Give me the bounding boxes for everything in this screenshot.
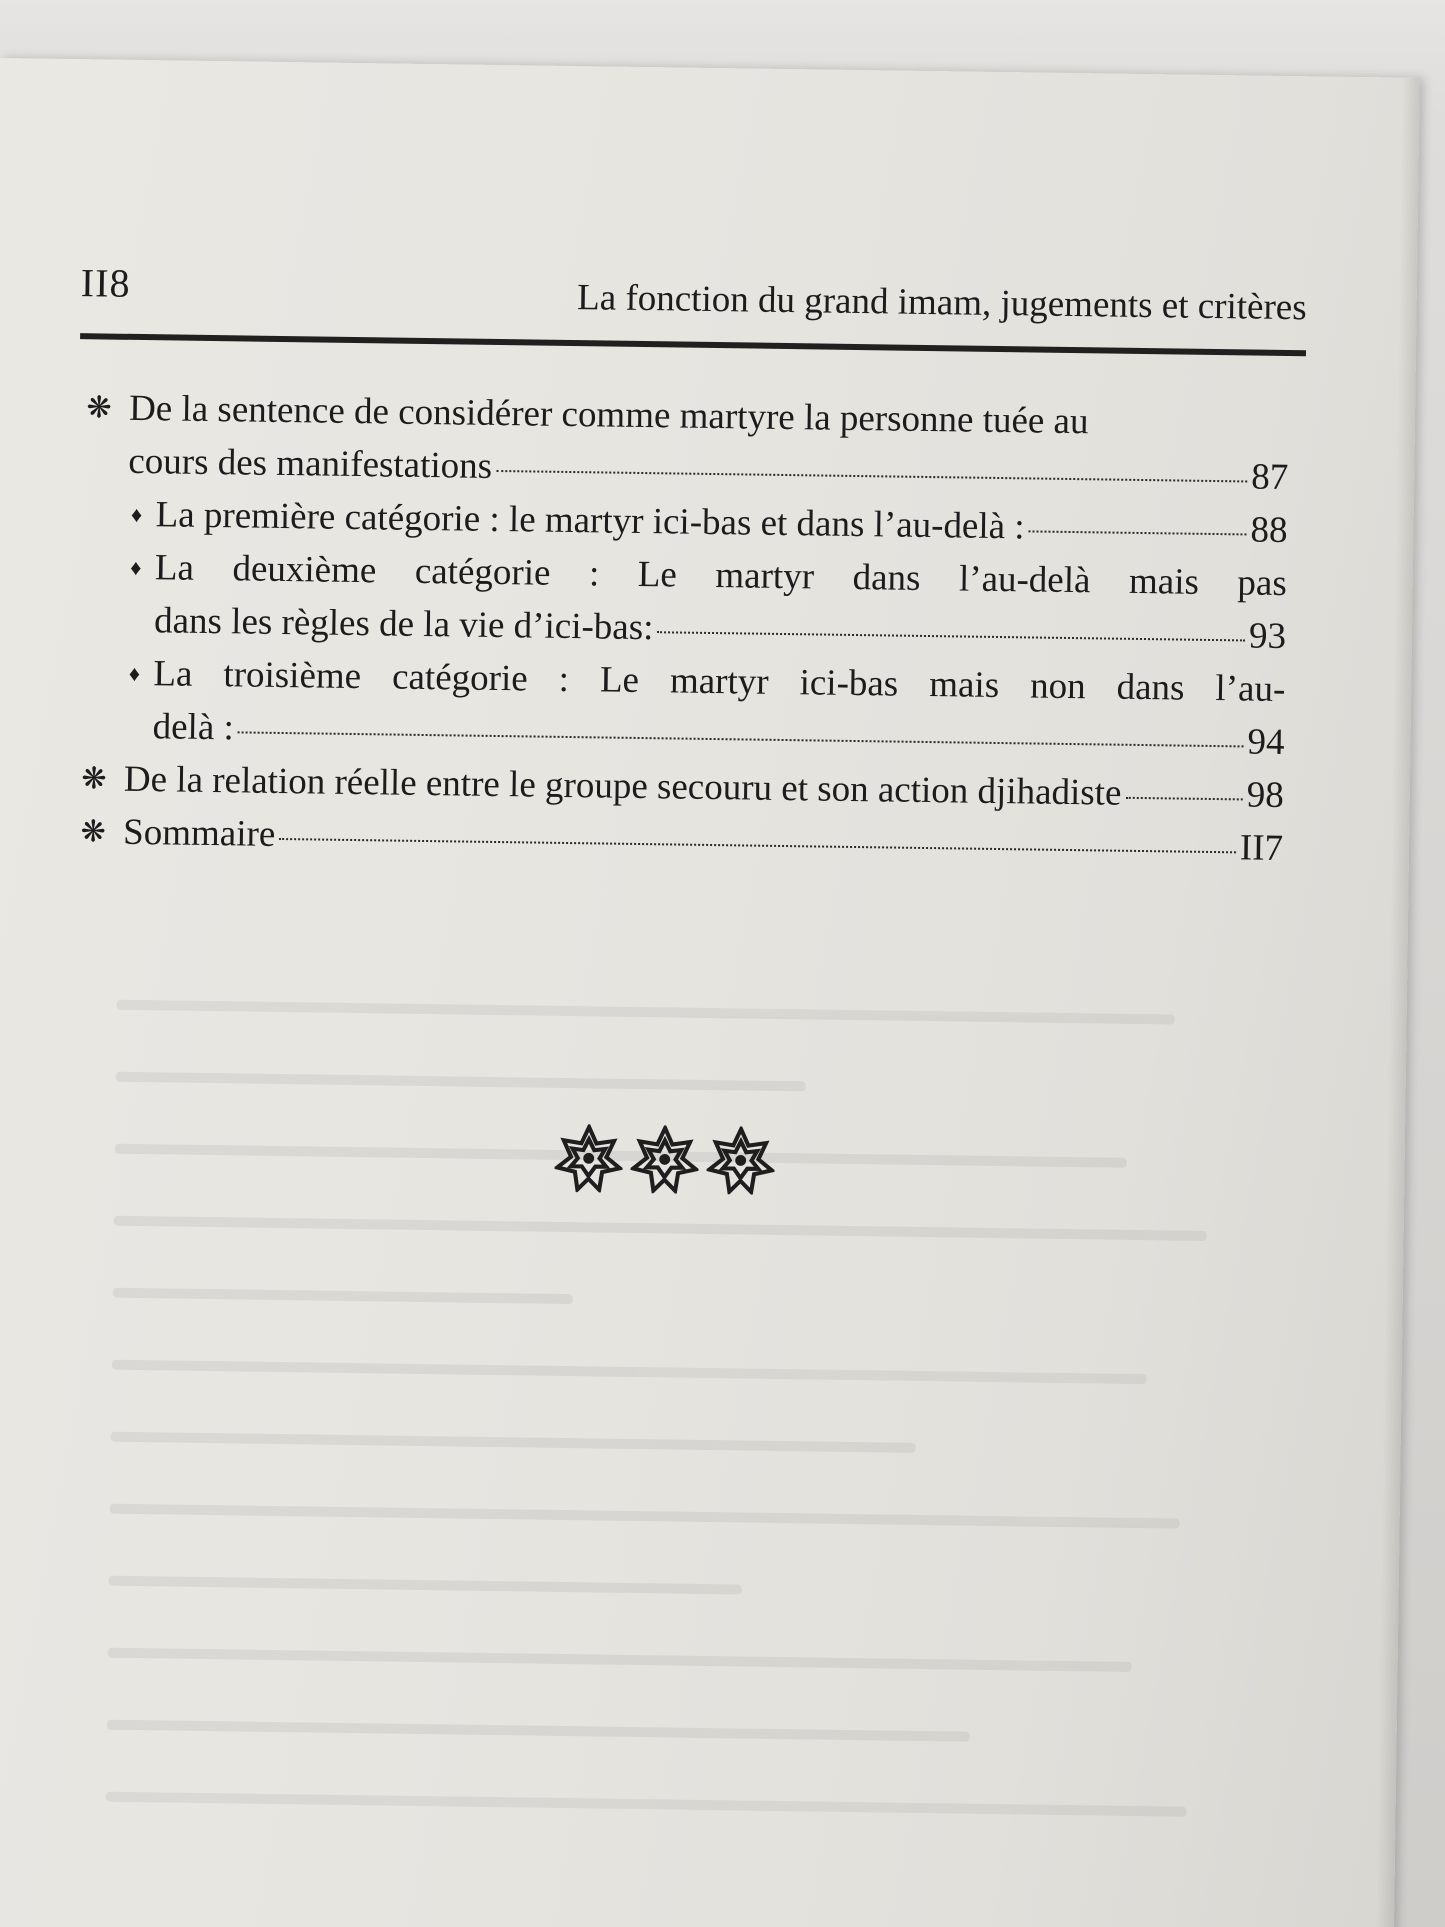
book-page: [0, 58, 1420, 1927]
star-rosette-icon: [706, 1126, 775, 1195]
toc-entry-text-end: dans les règles de la vie d’ici-bas:: [153, 600, 654, 649]
toc-entry-text: De la sentence de considérer comme martyre la personne tuée au: [128, 387, 1089, 443]
toc-page-number: 94: [1247, 721, 1285, 764]
diamond-bullet-icon: ♦: [128, 660, 141, 687]
toc-page-number: 88: [1250, 509, 1288, 552]
diamond-bullet-icon: ♦: [130, 501, 143, 528]
page-number: II8: [80, 260, 131, 306]
asterisk-flower-icon: ❋: [86, 391, 112, 425]
toc-entry-text-end: cours des manifestations: [128, 440, 493, 487]
dot-leader: [1125, 797, 1242, 801]
toc-entry-text: Sommaire: [122, 811, 276, 855]
toc-entry-text: La première catégorie : le martyr ici-bas et dans l’au-delà :: [155, 494, 1025, 548]
toc-entry-text-end: delà :: [152, 706, 235, 749]
dot-leader: [238, 731, 1244, 747]
end-ornament: [554, 1124, 775, 1197]
toc-page-number: 98: [1246, 774, 1285, 816]
toc-page-number: 93: [1248, 615, 1287, 658]
running-title: La fonction du grand imam, jugements et critères: [576, 277, 1307, 329]
toc-entry-text: La deuxième catégorie : Le martyr dans l’au-delà mais pas: [154, 547, 1288, 605]
toc-entry-text: La troisième catégorie : Le martyr ici-bas mais non dans l’au-: [153, 653, 1286, 711]
toc-entry-third-category[interactable]: [74, 646, 1285, 769]
table-of-contents: [73, 381, 1290, 875]
dot-leader: [496, 470, 1247, 482]
toc-page-number: 87: [1250, 456, 1289, 499]
diamond-bullet-icon: ♦: [130, 554, 142, 581]
star-rosette-icon: [554, 1124, 623, 1193]
toc-entry-second-category[interactable]: [76, 540, 1287, 663]
asterisk-flower-icon: ❋: [81, 762, 107, 796]
toc-page-number: II7: [1239, 827, 1284, 869]
toc-entry-text: De la relation réelle entre le groupe secouru et son action djihadiste: [123, 758, 1122, 814]
dot-leader: [657, 631, 1245, 641]
dot-leader: [1029, 530, 1247, 535]
toc-entry-martyr-sentence[interactable]: [78, 381, 1289, 504]
dot-leader: [279, 838, 1236, 853]
star-rosette-icon: [630, 1125, 699, 1194]
asterisk-flower-icon: ❋: [80, 815, 106, 849]
